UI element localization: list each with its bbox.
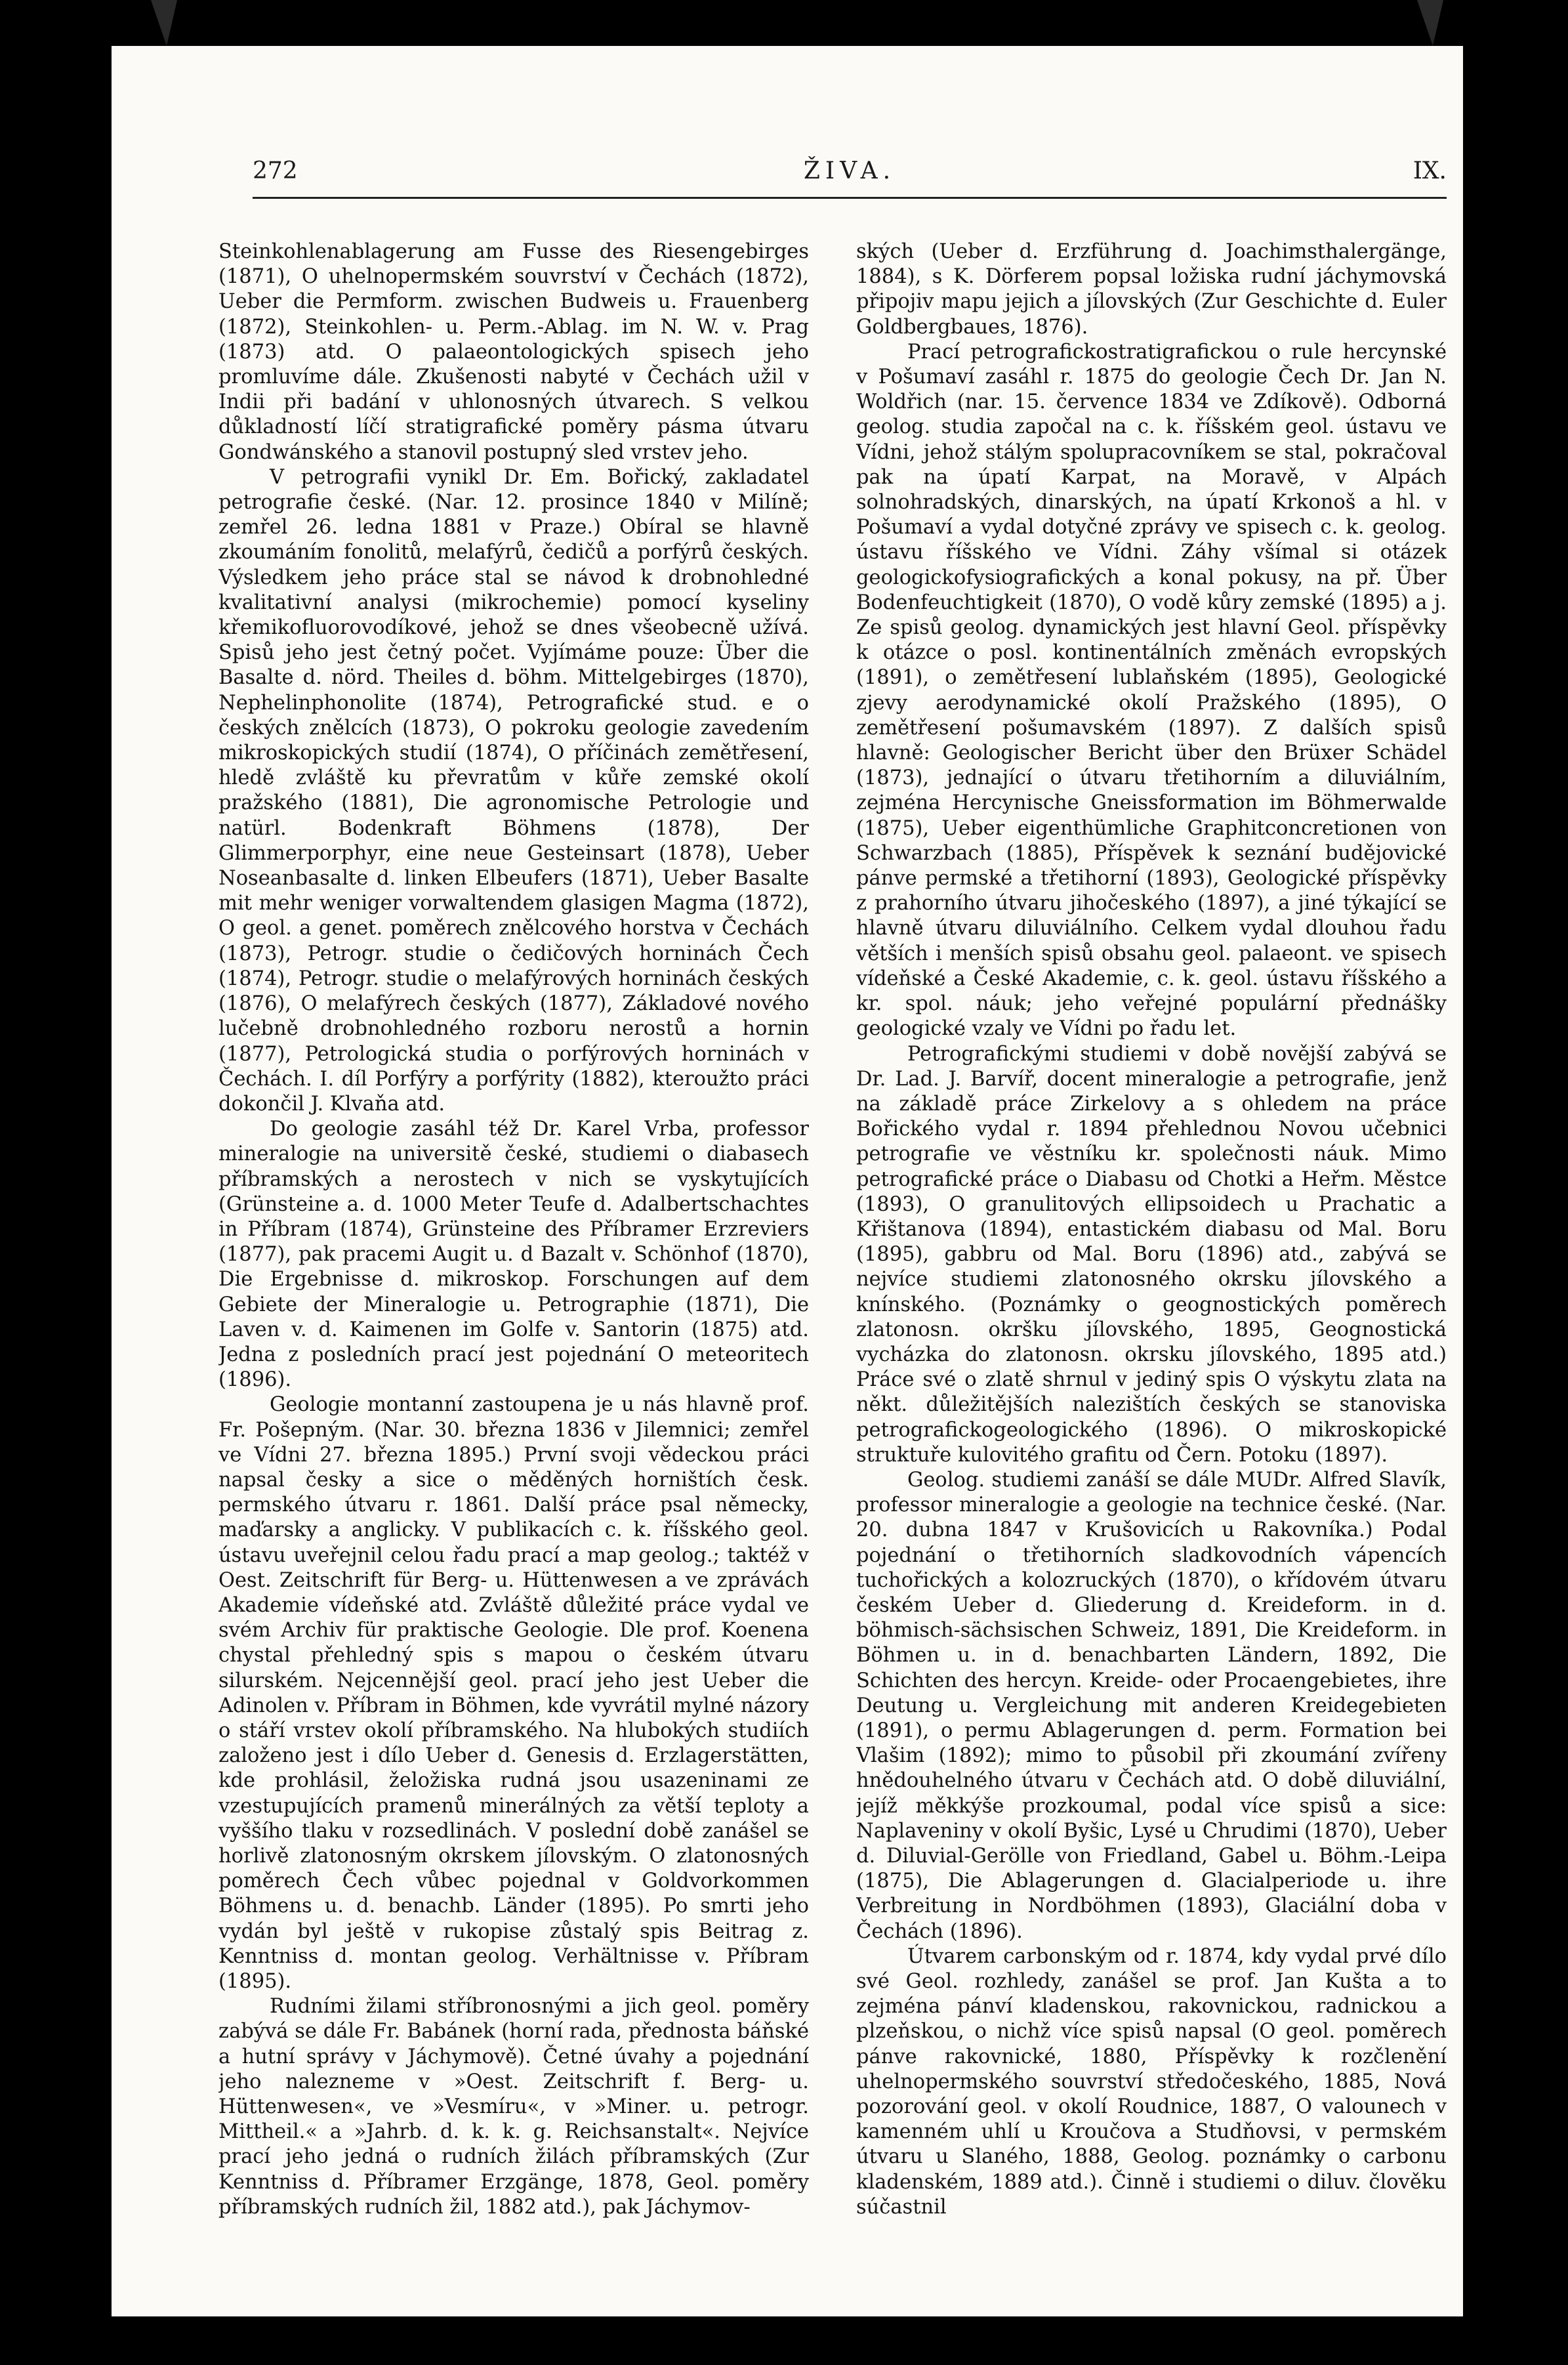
paragraph: Steinkohlenablagerung am Fusse des Riesengebirges (1871), O uhelnopermském souvrství v Čechách (1872), Ueber die Permform. zwischen Budweis u. Frauenberg (1872), Steinkohlen- u. Perm.-Ablag. im N. W. v. Prag (1873) atd. O palaeontologických spisech jeho promluvíme dále. Zkušenosti nabyté v Čechách užil v Indii při badání v uhlonosných útvarech. S velkou důkladností líčí stratigrafické poměry pásma útvaru Gondwánského a stanovil postupný sled vrstev jeho. <box>218 240 809 464</box>
paragraph: V petrografii vynikl Dr. Em. Bořický, zakladatel petrografie české. (Nar. 12. prosince 1840 v Milíně; zemřel 26. ledna 1881 v Praze.) Obíral se hlavně zkoumáním fonolitů, melafýrů, čedičů a porfýrů českých. Výsledkem jeho práce stal se návod k drobnohledné kvalitativní analysi (mikrochemie) pomocí kyseliny křemikofluorovodíkové, jehož se dnes všeobecně užívá. Spisů jeho jest četný počet. Vyjímáme pouze: Über die Basalte d. nörd. Theiles d. böhm. Mittelgebirges (1870), Nephelinphonolite (1874), Petrografické stud. e o českých znělcích (1873), O pokroku geologie zavedením mikroskopických studií (1874), O příčinách zemětřesení, hledě zvláště ku převratům v kůře zemské okolí pražského (1881), Die agronomische Petrologie und natürl. Bodenkraft Böhmens (1878), Der Glimmerporphyr, eine neue Gesteinsart (1878), Ueber Noseanbasalte d. linken Elbeufers (1871), Ueber Basalte mit mehr weniger vorwaltendem glasigen Magma (1872), O geol. a genet. poměrech znělcového horstva v Čechách (1873), Petrogr. studie o čedičových horninách Čech (1874), Petrogr. studie o melafýrových horninách českých (1876), O melafýrech českých (1877), Základové nového lučebně drobnohledného rozboru nerostů a hornin (1877), Petrologická studia o porfýrových horninách v Čechách. I. díl Porfýry a porfýrity (1882), kteroužto práci dokončil J. Klvaňa atd. <box>218 465 809 1116</box>
page-number: 272 <box>253 157 298 184</box>
right-text-column <box>856 240 1447 2287</box>
left-text-column <box>218 240 809 2287</box>
paragraph: Geologie montanní zastoupena je u nás hlavně prof. Fr. Pošepným. (Nar. 30. března 1836 v Jilemnici; zemřel ve Vídni 27. března 1895.) První svoji vědeckou práci napsal česky a sice o měděných horništích česk. permského útvaru r. 1861. Další práce psal německy, maďarsky a anglicky. V publikacích c. k. říšského geol. ústavu uveřejnil celou řadu prací a map geolog.; taktéž v Oest. Zeitschrift für Berg- u. Hüttenwesen a ve zprávách Akademie vídeňské atd. Zvláště důležité práce vydal ve svém Archiv für praktische Geologie. Dle prof. Koenena chystal přehledný spis s mapou o českém útvaru silurském. Nejcennější geol. prací jeho jest Ueber die Adinolen v. Příbram in Böhmen, kde vyvrátil mylné názory o stáří vrstev okolí příbramského. Na hlubokých studiích založeno jest i dílo Ueber d. Genesis d. Erzlagerstätten, kde prohlásil, želožiska rudná jsou usazeninami ze vzestupujících pramenů minerálných za větší teploty a vyššího tlaku v rozsedlinách. V poslední době zanášel se horlivě zlatonosným okrskem jílovským. O zlatonosných poměrech Čech vůbec pojednal v Goldvorkommen Böhmens u. d. benachb. Länder (1895). Po smrti jeho vydán byl ještě v rukopise zůstalý spis Beitrag z. Kenntniss d. montan geolog. Verhältnisse v. Příbram (1895). <box>218 1393 809 1994</box>
running-header <box>253 157 1447 197</box>
paragraph: Rudními žilami stříbronosnými a jich geol. poměry zabývá se dále Fr. Babánek (horní rada, přednosta báňské a hutní správy v Jáchymově). Četné úvahy a pojednání jeho nalezneme v »Oest. Zeitschrift f. Berg- u. Hüttenwesen«, ve »Vesmíru«, v »Miner. u. petrogr. Mittheil.« a »Jahrb. d. k. k. g. Reichsanstalt«. Nejvíce prací jeho jedná o rudních žilách příbramských (Zur Kenntniss d. Příbramer Erzgänge, 1878, Geol. poměry příbramských rudních žil, 1882 atd.), pak Jáchymov- <box>218 1995 809 2219</box>
paragraph: Do geologie zasáhl též Dr. Karel Vrba, professor mineralogie na universitě české, studiemi o diabasech příbramských a nerostech v nich se vyskytujících (Grünsteine a. d. 1000 Meter Teufe d. Adalbertschachtes in Příbram (1874), Grünsteine des Příbramer Erzreviers (1877), pak pracemi Augit u. d Bazalt v. Schönhof (1870), Die Ergebnisse d. mikroskop. Forschungen auf dem Gebiete der Mineralogie u. Petrographie (1871), Die Laven v. d. Kaimenen im Golfe v. Santorin (1875) atd. Jedna z posledních prací jest pojednání O meteoritech (1896). <box>218 1118 809 1392</box>
paragraph: Geolog. studiemi zanáší se dále MUDr. Alfred Slavík, professor mineralogie a geologie na technice české. (Nar. 20. dubna 1847 v Krušovicích u Rakovníka.) Podal pojednání o třetihorních sladkovodních vápencích tuchořických a kolozruckých (1870), o křídovém útvaru českém Ueber d. Gliederung d. Kreideform. in d. böhmisch-sächsischen Schweiz, 1891, Die Kreideform. in Böhmen u. in d. benachbarten Ländern, 1892, Die Schichten des hercyn. Kreide- oder Procaengebietes, ihre Deutung u. Vergleichung mit anderen Kreidegebieten (1891), o permu Ablagerungen d. perm. Formation bei Vlašim (1892); mimo to působil při zkoumání zvířeny hnědouhelného útvaru v Čechách atd. O době diluviální, jejíž měkkýše prozkoumal, podal více spisů a sice: Naplaveniny v okolí Byšic, Lysé u Chrudimi (1870), Ueber d. Diluvial-Gerölle von Friedland, Gabel u. Böhm.-Leipa (1875), Die Ablagerungen d. Glacialperiode u. ihre Verbreitung in Nordböhmen (1893), Glaciální doba v Čechách (1896). <box>856 1468 1447 1943</box>
paragraph: Prací petrografickostratigrafickou o rule hercynské v Pošumaví zasáhl r. 1875 do geologie Čech Dr. Jan N. Woldřich (nar. 15. července 1834 ve Zdíkově). Odborná geolog. studia započal na c. k. říšském geol. ústavu ve Vídni, jehož stálým spolupracovníkem se stal, pokračoval pak na úpatí Karpat, na Moravě, v Alpách solnohradských, dinarských, na úpatí Krkonoš a hl. v Pošumaví a vydal dotyčné zprávy ve spisech c. k. geolog. ústavu říšského ve Vídni. Záhy všímal si otázek geologickofysiografických a konal pokusy, na př. Über Bodenfeuchtigkeit (1870), O vodě kůry zemské (1895) a j. Ze spisů geolog. dynamických jest hlavní Geol. příspěvky k otázce o posl. kontinentálních změnách evropských (1891), o zemětřesení lublaňském (1895), Geologické zjevy aerodynamické okolí Pražského (1895), O zemětřesení pošumavském (1897). Z dalších spisů hlavně: Geologischer Bericht über den Brüxer Schädel (1873), jednající o útvaru třetihorním a diluviálním, zejména Hercynische Gneissformation im Böhmerwalde (1875), Ueber eigenthümliche Graphitconcretionen von Schwarzbach (1885), Příspěvek k seznání budějovické pánve permské a třetihorní (1893), Geologické příspěvky z prahorního útvaru jihočeského (1897), a jiné týkající se hlavně útvaru diluviálního. Celkem vydal dlouhou řadu větších i menších spisů obsahu geol. palaeont. ve spisech vídeňské a České Akademie, c. k. geol. ústavu říšského a kr. spol. náuk; jeho veřejné populární přednášky geologické vzaly ve Vídni po řadu let. <box>856 340 1447 1041</box>
paragraph: Útvarem carbonským od r. 1874, kdy vydal prvé dílo své Geol. rozhledy, zanášel se prof. Jan Kušta a to zejména pánví kladenskou, rakovnickou, radnickou a plzeňskou, o nichž více spisů napsal (O geol. poměrech pánve rakovnické, 1880, Příspěvky k rozčlenění uhelnopermského souvrství středočeského, 1885, Nová pozorování geol. v okolí Roudnice, 1887, O valounech v kamenném uhlí u Kroučova a Studňovsi, v permském útvaru u Slaného, 1888, Geolog. poznámky o carbonu kladenském, 1889 atd.). Činně i studiemi o diluv. člověku súčastnil <box>856 1944 1447 2219</box>
volume-number: IX. <box>1413 157 1447 184</box>
paragraph: ských (Ueber d. Erzführung d. Joachimsthalergänge, 1884), s K. Dörferem popsal ložiska rudní jáchymovská připojiv mapu jejich a jílovských (Zur Geschichte d. Euler Goldbergbaues, 1876). <box>856 240 1447 339</box>
header-rule <box>253 197 1447 199</box>
paragraph: Petrografickými studiemi v době novější zabývá se Dr. Lad. J. Barvíř, docent mineralogie a petrografie, jenž na základě práce Zirkelovy a s ohledem na práce Bořického vydal r. 1894 přehlednou Novou učebnici petrografie ve věstníku kr. společnosti náuk. Mimo petrografické práce o Diabasu od Chotki a Heřm. Městce (1893), O granulitových ellipsoidech u Prachatic a Křištanova (1894), entastickém diabasu od Mal. Boru (1895), gabbru od Mal. Boru (1896) atd., zabývá se nejvíce studiemi zlatonosného okrsku jílovského a knínského. (Poznámky o geognostických poměrech zlatonosn. okršku jílovského, 1895, Geognostická vycházka do zlatonosn. okrsku jílovského, 1895 atd.) Práce své o zlatě shrnul v jediný spis O výskytu zlata na někt. důležitějších nalezištích českých se stanoviska petrografickogeologického (1896). O mikroskopické struktuře kulovitého grafitu od Čern. Potoku (1897). <box>856 1042 1447 1467</box>
journal-title: ŽIVA. <box>803 157 896 184</box>
